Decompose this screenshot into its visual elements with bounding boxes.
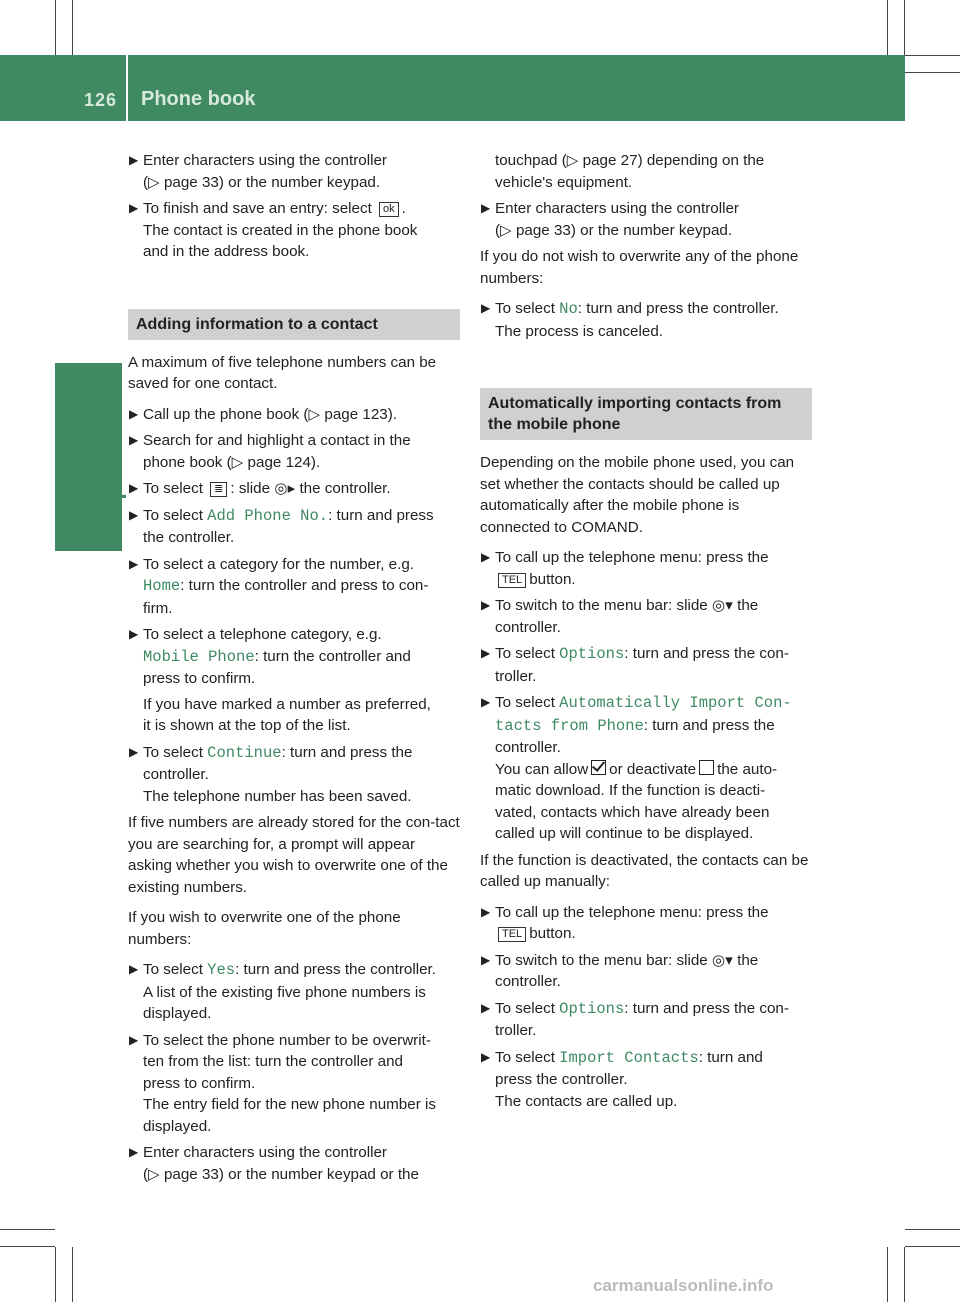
arrow-icon: ▶ [481, 1049, 491, 1064]
crop-mark [905, 1229, 960, 1230]
list-item: ▶ To switch to the menu bar: slide ◎▾ the controller. [481, 951, 759, 990]
crop-mark [887, 1247, 888, 1302]
list-item: ▶ To select the phone number to be overwrit- ten from the list: turn the controller and press to confirm. The entry field for the new phone number is displayed. [129, 1031, 436, 1135]
crop-mark [887, 0, 888, 55]
crop-mark [55, 1247, 56, 1302]
ok-key-icon: ok [379, 202, 399, 217]
crop-mark [905, 1246, 960, 1247]
arrow-icon: ▶ [129, 744, 139, 759]
arrow-icon: ▶ [129, 153, 139, 167]
list-item: ▶ Enter characters using the controller (▷ page 33) or the number keypad. [129, 152, 387, 191]
paragraph: A maximum of five telephone numbers can be saved for one contact. [128, 353, 437, 392]
list-item: ▶ To call up the telephone menu: press the TEL button. [481, 549, 769, 588]
list-item: ▶ To select Import Contacts: turn and press the controller. The contacts are called up. [481, 1048, 763, 1110]
watermark: carmanualsonline.info [593, 1276, 774, 1295]
list-item: ▶ To select Continue: turn and press the controller. The telephone number has been saved. [129, 743, 413, 805]
arrow-icon: ▶ [129, 433, 139, 447]
arrow-icon: ▶ [481, 598, 491, 612]
arrow-icon: ▶ [129, 1032, 139, 1047]
paragraph: If the function is deactivated, the contacts can be called up manually: [480, 851, 809, 890]
list-item: ▶ To select Options: turn and press the con- troller. [481, 645, 789, 685]
list-item: ▶ To select ≣ : slide ◎▸ the controller. [128, 478, 460, 500]
section-heading: Adding information to a contact [128, 309, 460, 340]
list-item: ▶ To switch to the menu bar: slide ◎▾ the controller. [481, 597, 759, 636]
arrow-icon: ▶ [129, 962, 139, 976]
side-tab-label: Telephone [100, 430, 126, 544]
crop-mark [904, 0, 905, 55]
arrow-icon: ▶ [129, 507, 139, 522]
checkbox-empty-icon [699, 760, 714, 775]
list-item: ▶ To finish and save an entry: select ok . The contact is created in the phone book and in the address book. [129, 200, 418, 260]
list-item: ▶ To select Yes: turn and press the controller. A list of the existing five phone numbers is displayed. [129, 961, 437, 1022]
checkbox-checked-icon [591, 760, 606, 775]
list-item-continued: touchpad (▷ page 27) depending on the vehicle's equipment. [495, 152, 765, 191]
paragraph: If you do not wish to overwrite any of the phone numbers: [480, 248, 799, 287]
list-item: ▶ Call up the phone book (▷ page 123). [128, 404, 460, 426]
page-number: 126 [84, 90, 118, 110]
arrow-icon: ▶ [481, 201, 491, 215]
arrow-icon: ▶ [129, 201, 139, 215]
arrow-icon: ▶ [129, 556, 139, 571]
crop-mark [904, 1247, 905, 1302]
arrow-icon: ▶ [481, 646, 491, 660]
crop-mark [72, 1247, 73, 1302]
list-item: ▶ To select a telephone category, e.g. Mobile Phone: turn the controller and press to confirm. If you have marked a number as preferred, it is shown at the top of the list. [129, 626, 431, 734]
arrow-icon: ▶ [481, 550, 491, 564]
arrow-icon: ▶ [129, 481, 139, 495]
paragraph: If you wish to overwrite one of the phone numbers: [128, 909, 401, 948]
list-item: ▶ To select Automatically Import Con‐ tacts from Phone: turn and press the controller. You can allow or deactivate the auto- matic download. If the function is deacti- vated, contacts which have already been called up will continue to be displayed. [481, 694, 792, 842]
left-column [128, 150, 460, 1190]
controller-slide-down-icon: ◎▾ [711, 951, 733, 969]
crop-mark [0, 1229, 55, 1230]
list-item: ▶ To select Add Phone No.: turn and press the controller. [129, 506, 434, 546]
list-item: ▶ Enter characters using the controller (▷ page 33) or the number keypad. [481, 200, 739, 239]
list-item: ▶ Search for and highlight a contact in the phone book (▷ page 124). [129, 432, 411, 471]
right-column [480, 150, 812, 1117]
arrow-icon: ▶ [481, 301, 491, 315]
list-item: ▶ To select No: turn and press the controller. The process is canceled. [481, 300, 779, 340]
crop-mark [905, 55, 960, 56]
header-divider [126, 55, 128, 121]
crop-mark [72, 0, 73, 55]
arrow-icon: ▶ [481, 695, 491, 709]
arrow-icon: ▶ [129, 1145, 139, 1159]
list-item: ▶ To call up the telephone menu: press the TEL button. [481, 903, 769, 942]
tel-key-icon: TEL [498, 927, 526, 942]
list-item: ▶ Enter characters using the controller (▷ page 33) or the number keypad or the [129, 1144, 419, 1183]
section-heading: Automatically importing contacts from the mobile phone [480, 388, 812, 440]
crop-mark [905, 72, 960, 73]
list-item: ▶ To select Options: turn and press the con- troller. [481, 999, 789, 1039]
arrow-icon: ▶ [129, 406, 139, 421]
header-band [0, 55, 905, 121]
arrow-icon: ▶ [481, 952, 491, 967]
list-item: ▶ To select a category for the number, e.g. Home: turn the controller and press to con- firm. [129, 555, 429, 617]
crop-mark [55, 0, 56, 55]
paragraph: Depending on the mobile phone used, you can set whether the contacts should be called up automatically after the mobile phone is connected to COMAND. [480, 454, 795, 536]
controller-slide-down-icon: ◎▾ [711, 597, 733, 614]
controller-slide-right-icon: ◎▸ [274, 480, 296, 497]
paragraph: If five numbers are already stored for the con-tact you are searching for, a prompt will appear asking whether you wish to overwrite one of the existing numbers. [128, 814, 460, 896]
arrow-icon: ▶ [481, 1000, 491, 1015]
crop-mark [0, 1246, 55, 1247]
tel-key-icon: TEL [498, 573, 526, 588]
page-title: Phone book [141, 88, 256, 110]
menu-icon: ≣ [210, 482, 227, 497]
arrow-icon: ▶ [129, 627, 139, 641]
arrow-icon: ▶ [481, 904, 491, 919]
